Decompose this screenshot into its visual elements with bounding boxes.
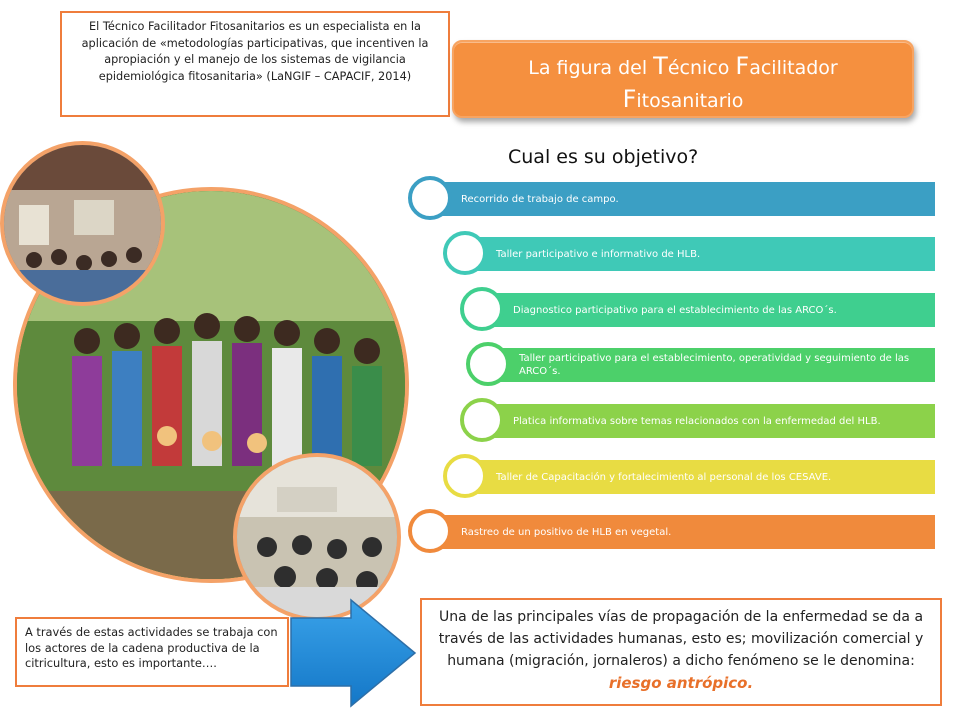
objective-step-bullet [408,176,452,220]
objective-step [491,348,935,382]
info-box [420,598,942,706]
title-part: F [735,52,750,80]
objective-step-label: Taller participativo e informativo de HLB. [496,248,701,260]
objective-step [485,293,935,327]
definition-text: El Técnico Facilitador Fitosanitarios es un especialista en la aplicación de «metodologías participativas, que incentiven la apropiación y el manejo de los sistemas de vigilancia epidemiológica fitosanitaria» (LaNGIF – CAPACIF, 2014) [81,20,429,83]
right-arrow-icon [289,598,419,708]
objective-step [468,237,935,271]
title-part: acilitador [749,57,838,79]
title-part: F [622,85,637,113]
title-part: écnico [667,57,736,79]
objective-step-bullet [460,287,504,331]
definition-box [60,11,450,117]
objective-step-label: Platica informativa sobre temas relacionados con la enfermedad del HLB. [513,415,881,427]
note-box [15,617,289,687]
title-line-1 [454,52,912,80]
objective-step-bullet [466,342,510,386]
objective-step [433,182,935,216]
title-banner [452,40,914,118]
objective-step-bullet [408,509,452,553]
photo-audience-icon [237,457,401,621]
audience-photo [233,453,401,621]
info-text: Una de las principales vías de propagación de la enfermedad se da a través de las actividades humanas, esto es; movilización comercial y humana (migración, jornaleros) a dicho fenómeno se le denomina: [438,609,924,669]
objective-step-label: Rastreo de un positivo de HLB en vegetal. [461,526,672,538]
objective-step-label: Diagnostico participativo para el establecimiento de las ARCO´s. [513,304,837,316]
objective-step [433,515,935,549]
risk-term: riesgo antrópico. [608,674,754,692]
objective-step-bullet [443,454,487,498]
title-part: T [653,52,668,80]
title-part: La figura del [528,57,654,79]
objective-step [468,460,935,494]
note-text: A través de estas actividades se trabaja con los actores de la cadena productiva de la citricultura, esto es importante…. [25,625,278,670]
title-line-2 [454,85,912,113]
objective-step [485,404,935,438]
objective-step-label: Taller participativo para el establecimiento, operatividad y seguimiento de las ARCO´s. [519,353,910,377]
objective-step-bullet [460,398,504,442]
title-part: itosanitario [636,90,744,112]
workshop-photo [0,141,165,306]
objective-step-bullet [443,231,487,275]
objective-step-label: Taller de Capacitación y fortalecimiento al personal de los CESAVE. [496,471,832,483]
objective-question: Cual es su objetivo? [508,146,699,168]
objective-step-label: Recorrido de trabajo de campo. [461,193,619,205]
